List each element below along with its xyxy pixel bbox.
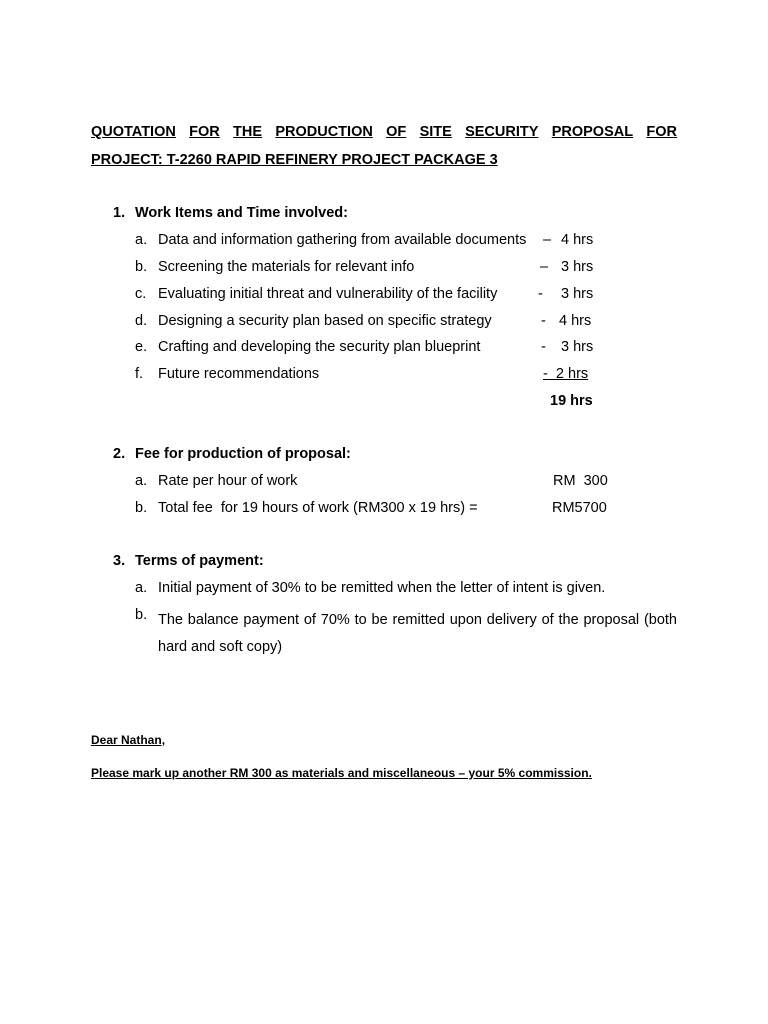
- item-dash: –: [543, 232, 552, 248]
- section-heading-work-items: Work Items and Time involved:: [135, 205, 348, 221]
- item-hours: 4 hrs: [559, 313, 592, 329]
- section-number: 3.: [113, 553, 126, 569]
- document-title-line-1: [91, 124, 677, 140]
- title-word: FOR: [189, 124, 220, 140]
- item-dash-underlined: [543, 366, 588, 382]
- item-text: Crafting and developing the security plan blueprint: [158, 339, 481, 355]
- item-dash: -: [541, 313, 546, 329]
- item-amount: RM 300: [553, 473, 608, 489]
- item-text: Screening the materials for relevant info: [158, 259, 415, 275]
- document-title-line-2: PROJECT: T-2260 RAPID REFINERY PROJECT PACKAGE 3: [91, 152, 498, 168]
- item-text: Future recommendations: [158, 366, 320, 382]
- item-text: The balance payment of 70% to be remitted upon delivery of the proposal (both hard and soft copy): [158, 612, 677, 655]
- title-word: FOR: [646, 124, 677, 140]
- section-heading-terms: Terms of payment:: [135, 553, 264, 569]
- title-word: THE: [233, 124, 263, 140]
- item-text: Total fee for 19 hours of work (RM300 x 19 hrs) =: [158, 500, 478, 516]
- item-letter: a.: [135, 232, 148, 248]
- title-word: SITE: [419, 124, 452, 140]
- item-amount: RM5700: [552, 500, 607, 516]
- total-hours: 19 hrs: [550, 393, 593, 409]
- title-word: OF: [386, 124, 407, 140]
- title-word: PROPOSAL: [551, 124, 634, 140]
- item-letter: d.: [135, 313, 148, 329]
- item-letter: c.: [135, 286, 147, 302]
- section-number: 1.: [113, 205, 126, 221]
- section-heading-fee: Fee for production of proposal:: [135, 446, 351, 462]
- item-dash: -: [541, 339, 546, 355]
- item-letter: a.: [135, 473, 148, 489]
- item-dash: –: [540, 259, 549, 275]
- section-number: 2.: [113, 446, 126, 462]
- item-text: Designing a security plan based on specific strategy: [158, 313, 492, 329]
- item-hours: 4 hrs: [561, 232, 594, 248]
- item-hours: 2 hrs: [555, 366, 589, 382]
- item-text: Initial payment of 30% to be remitted when the letter of intent is given.: [158, 580, 606, 596]
- note-salutation: Dear Nathan,: [91, 733, 166, 747]
- item-letter: f.: [135, 366, 144, 382]
- item-text: Data and information gathering from available documents: [158, 232, 527, 248]
- item-hours: 3 hrs: [561, 259, 594, 275]
- item-text: Evaluating initial threat and vulnerability of the facility: [158, 286, 498, 302]
- title-word: QUOTATION: [91, 124, 176, 140]
- note-message: Please mark up another RM 300 as materials and miscellaneous – your 5% commission.: [91, 766, 592, 780]
- item-letter: a.: [135, 580, 148, 596]
- title-word: PRODUCTION: [275, 124, 373, 140]
- item-letter: b.: [135, 500, 148, 516]
- item-letter: e.: [135, 339, 148, 355]
- item-text: Rate per hour of work: [158, 473, 298, 489]
- item-letter: b.: [135, 259, 148, 275]
- item-dash: -: [538, 286, 543, 302]
- item-dash: -: [543, 366, 548, 382]
- title-word: SECURITY: [465, 124, 539, 140]
- item-hours: 3 hrs: [561, 339, 594, 355]
- item-hours: 3 hrs: [561, 286, 594, 302]
- item-letter: b.: [135, 607, 148, 623]
